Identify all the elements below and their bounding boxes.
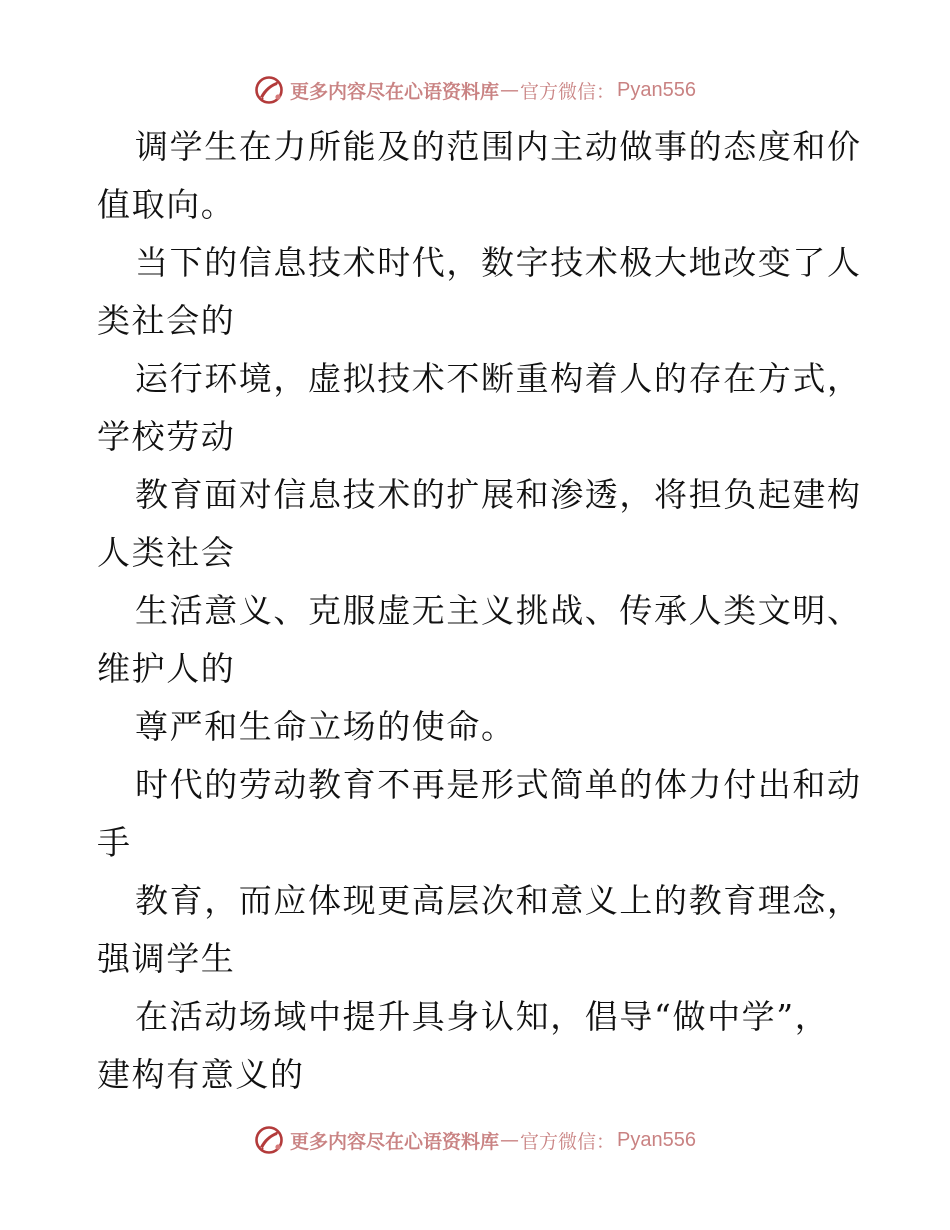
- header-wechat-account: Pyan556: [617, 78, 696, 101]
- pen-logo-icon: [254, 75, 284, 105]
- footer-watermark: [0, 1120, 950, 1160]
- text-line: 调学生在力所能及的范围内主动做事的态度和价: [135, 127, 862, 166]
- text-line: 维护人的: [97, 649, 236, 688]
- text-line: 在活动场域中提升具身认知，倡导“做中学”，: [135, 997, 830, 1036]
- footer-brand-text: 更多内容尽在心语资料库: [290, 1130, 500, 1153]
- text-line: 人类社会: [97, 533, 236, 572]
- text-line: 值取向。: [97, 185, 236, 224]
- text-line: 教育面对信息技术的扩展和渗透，将担负起建构: [135, 475, 862, 514]
- footer-wechat-account: Pyan556: [617, 1128, 696, 1151]
- text-line: 生活意义、克服虚无主义挑战、传承人类文明、: [135, 591, 862, 630]
- body-text: [97, 118, 862, 1104]
- text-line: 手: [97, 823, 132, 862]
- text-line: 当下的信息技术时代，数字技术极大地改变了人: [135, 243, 862, 282]
- text-line: 教育，而应体现更高层次和意义上的教育理念，: [135, 881, 862, 920]
- header-dash: —: [500, 79, 520, 101]
- text-line: 类社会的: [97, 301, 236, 340]
- text-line: 学校劳动: [97, 417, 236, 456]
- text-line: 尊严和生命立场的使命。: [135, 707, 516, 746]
- footer-wechat-label: 官方微信：: [520, 1130, 616, 1153]
- text-line: 运行环境，虚拟技术不断重构着人的存在方式，: [135, 359, 862, 398]
- footer-dash: —: [500, 1129, 520, 1151]
- header-watermark: [0, 70, 950, 110]
- pen-logo-icon: [254, 1125, 284, 1155]
- header-brand-text: 更多内容尽在心语资料库: [290, 80, 500, 103]
- text-line: 建构有意义的: [97, 1055, 305, 1094]
- header-wechat-label: 官方微信：: [520, 80, 616, 103]
- text-line: 强调学生: [97, 939, 236, 978]
- text-line: 时代的劳动教育不再是形式简单的体力付出和动: [135, 765, 862, 804]
